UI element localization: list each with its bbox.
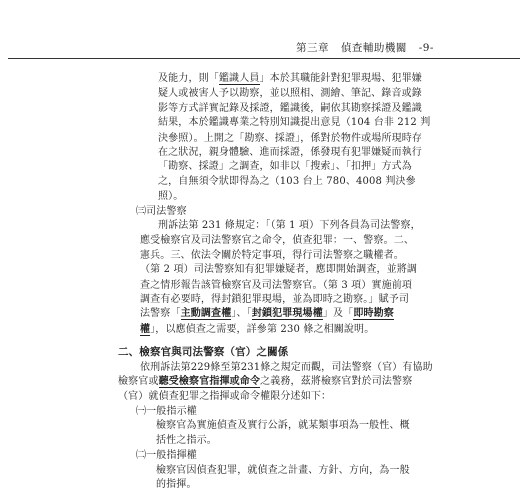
text-segment: ㈡一般指揮權 xyxy=(136,450,197,461)
text-segment: 檢察官為實施偵查及實行公訴，就某類事項為一般性、概 xyxy=(156,420,410,431)
emphasis-text: 聽受檢察官指揮或命令 xyxy=(158,376,261,387)
text-line xyxy=(158,219,421,233)
text-segment: 」，以應偵查之需要，詳參第 230 條之相關說明。 xyxy=(150,324,375,335)
text-segment: 決參照）。上開之「勘察、採證」，係對於物件或場所現時存 xyxy=(158,133,423,144)
text-line xyxy=(118,375,412,389)
page-number: -9- xyxy=(418,42,434,54)
text-line xyxy=(158,146,422,160)
text-line xyxy=(156,434,217,448)
text-segment: 」及「 xyxy=(322,308,354,319)
text-segment: 」本於其職能針對犯罪現場、犯罪嫌 xyxy=(259,73,422,84)
chapter-title: 偵查輔助機關 xyxy=(340,42,407,54)
text-line xyxy=(136,449,197,463)
text-segment: 括性之指示。 xyxy=(156,435,217,446)
text-line xyxy=(118,345,288,359)
text-segment: 」、「 xyxy=(231,308,252,319)
text-segment: 刑訴法第 231 條規定：「（第 1 項）下列各員為司法警察， xyxy=(158,220,421,231)
text-line xyxy=(118,390,331,404)
text-line xyxy=(140,279,412,293)
text-segment: （第 2 項）司法警察知有犯罪嫌疑者，應即開始調查，並將調 xyxy=(140,264,418,275)
header-rule xyxy=(8,58,520,59)
text-line xyxy=(156,419,410,433)
text-line xyxy=(140,234,414,248)
text-segment: ㈢司法警察 xyxy=(136,206,187,217)
emphasis-text: 鑑識人員 xyxy=(218,73,260,84)
emphasis-text: 權 xyxy=(140,324,151,335)
text-line xyxy=(158,87,422,101)
text-line xyxy=(156,478,197,492)
text-segment: 應受檢察官及司法警察官之命令，偵查犯罪：一、警察。二、 xyxy=(140,235,415,246)
text-line xyxy=(140,249,404,263)
text-line xyxy=(136,405,197,419)
text-segment: 憲兵。三、依法令關於特定事項，得行司法警察之職權者。 xyxy=(140,250,404,261)
text-line xyxy=(140,293,409,307)
text-line xyxy=(156,464,410,478)
text-segment: 之義務，茲將檢察官對於司法警察 xyxy=(260,376,413,387)
text-line xyxy=(158,132,422,146)
chapter-number: 第三章 xyxy=(296,42,329,54)
text-segment: 影等方式詳實記錄及採證，鑑識後，嗣依其勘察採證及鑑識 xyxy=(158,103,422,114)
text-segment: 照）。 xyxy=(158,191,184,202)
text-line xyxy=(136,205,187,219)
text-segment: ㈠一般指示權 xyxy=(136,406,197,417)
text-segment: 法警察「 xyxy=(140,308,181,319)
running-header xyxy=(296,40,442,55)
text-line xyxy=(158,72,422,86)
text-line xyxy=(158,116,430,130)
text-segment: 之，自無須令狀即得為之（103 台上 780、4008 判決參 xyxy=(158,176,416,187)
text-segment: 及能力，則「 xyxy=(158,73,219,84)
text-line xyxy=(140,361,433,375)
text-line xyxy=(140,323,374,337)
text-segment: 查之情形報告該管檢察官及司法警察官。（第 3 項）實施前項 xyxy=(140,280,413,291)
text-segment: 「勘察、採證」之調查，如非以「搜索」、「扣押」方式為 xyxy=(158,161,412,172)
emphasis-text: 封鎖犯罪現場權 xyxy=(251,308,323,319)
emphasis-text: 主動調查權 xyxy=(180,308,232,319)
text-segment: 的指揮。 xyxy=(156,479,197,490)
text-segment: 疑人或被害人予以勘察，並以照相、測繪、筆記、錄音或錄 xyxy=(158,88,422,99)
text-line xyxy=(158,190,183,204)
emphasis-text: 二、檢察官與司法警察（官）之關係 xyxy=(118,346,289,358)
text-line xyxy=(158,175,416,189)
text-line xyxy=(140,263,417,277)
text-segment: 調查有必要時，得封鎖犯罪現場，並為即時之勘察。」賦予司 xyxy=(140,294,410,305)
text-segment: （官）就偵查犯罪之指揮或命令權限分述如下： xyxy=(118,391,332,402)
text-segment: 檢察官或 xyxy=(118,376,159,387)
text-line xyxy=(158,102,422,116)
text-segment: 在之狀況，親身體驗、進而採證，係發現有犯罪嫌疑而執行 xyxy=(158,147,422,158)
text-segment: 檢察官因偵查犯罪，就偵查之計畫、方針、方向，為一般 xyxy=(156,465,410,476)
emphasis-text: 即時勘察 xyxy=(353,308,394,319)
text-segment: 依刑訴法第229條至第231條之規定而觀，司法警察（官）有協助 xyxy=(140,362,433,373)
text-line xyxy=(158,160,412,174)
text-line xyxy=(140,307,394,321)
text-segment: 結果，本於鑑識專業之特別知識提出意見（104 台非 212 判 xyxy=(158,117,431,128)
